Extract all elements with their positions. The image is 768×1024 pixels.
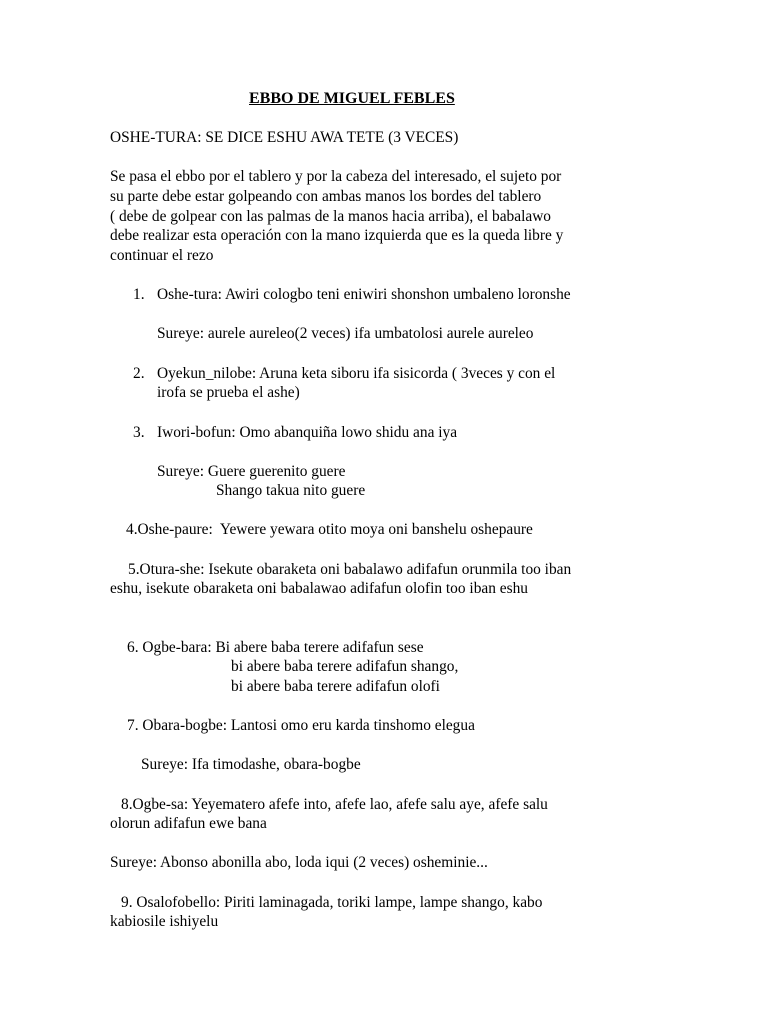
item-3-sureye-1: Sureye: Guere guerenito guere: [157, 463, 346, 480]
item-2-line-1: Oyekun_nilobe: Aruna keta siboru ifa sisicorda ( 3veces y con el: [157, 365, 556, 382]
intro-line-4: debe realizar esta operación con la mano izquierda que es la queda libre y: [110, 227, 564, 244]
intro-line-2: su parte debe estar golpeando con ambas manos los bordes del tablero: [110, 188, 542, 205]
item-7-sureye: Sureye: Ifa timodashe, obara-bogbe: [141, 756, 361, 773]
item-1-number: 1.: [133, 286, 145, 303]
item-9-line-1: 9. Osalofobello: Piriti laminagada, toriki lampe, lampe shango, kabo: [121, 894, 543, 911]
item-6-line-3: bi abere baba terere adifafun olofi: [231, 678, 440, 695]
item-5-line-1: 5.Otura-she: Isekute obaraketa oni babalawo adifafun orunmila too iban: [128, 561, 572, 578]
item-6-line-2: bi abere baba terere adifafun shango,: [231, 658, 459, 675]
item-8-line-1: 8.Ogbe-sa: Yeyematero afefe into, afefe lao, afefe salu aye, afefe salu: [121, 796, 548, 813]
item-2-line-2: irofa se prueba el ashe): [157, 384, 300, 401]
document-subtitle: OSHE-TURA: SE DICE ESHU AWA TETE (3 VECES): [110, 129, 459, 146]
item-7-text: 7. Obara-bogbe: Lantosi omo eru karda tinshomo elegua: [127, 717, 475, 734]
item-8-line-2: olorun adifafun ewe bana: [110, 815, 267, 832]
intro-line-5: continuar el rezo: [110, 247, 214, 264]
item-4-text: 4.Oshe-paure: Yewere yewara otito moya oni banshelu oshepaure: [126, 521, 533, 538]
item-9-line-2: kabiosile ishiyelu: [110, 913, 219, 930]
item-3-text: Iwori-bofun: Omo abanquiña lowo shidu ana iya: [157, 424, 458, 441]
item-3-sureye-2: Shango takua nito guere: [216, 482, 366, 499]
intro-line-1: Se pasa el ebbo por el tablero y por la cabeza del interesado, el sujeto por: [110, 168, 562, 185]
intro-line-3: ( debe de golpear con las palmas de la manos hacia arriba), el babalawo: [110, 208, 552, 225]
item-1-text: Oshe-tura: Awiri cologbo teni eniwiri shonshon umbaleno loronshe: [157, 286, 571, 303]
item-2-number: 2.: [133, 365, 145, 382]
document-title: EBBO DE MIGUEL FEBLES: [249, 90, 455, 107]
item-1-sureye: Sureye: aurele aureleo(2 veces) ifa umbatolosi aurele aureleo: [157, 325, 534, 342]
item-8-sureye: Sureye: Abonso abonilla abo, loda iqui (2 veces) osheminie...: [110, 854, 488, 871]
item-5-line-2: eshu, isekute obaraketa oni babalawao adifafun olofin too iban eshu: [110, 580, 528, 597]
item-6-line-1: 6. Ogbe-bara: Bi abere baba terere adifafun sese: [127, 639, 424, 656]
item-3-number: 3.: [133, 424, 145, 441]
